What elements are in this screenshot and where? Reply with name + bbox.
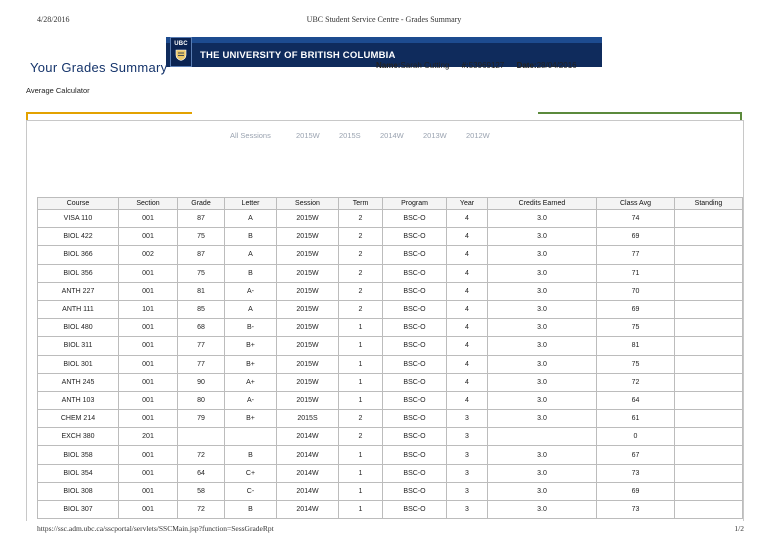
cell-term: 1 — [339, 501, 383, 519]
cell-standing — [675, 428, 743, 446]
cell-credits-earned: 3.0 — [488, 282, 597, 300]
cell-term: 2 — [339, 264, 383, 282]
cell-grade: 75 — [178, 228, 225, 246]
student-number-label: #: — [461, 61, 469, 70]
cell-class-avg: 0 — [597, 428, 675, 446]
cell-class-avg: 77 — [597, 246, 675, 264]
cell-section: 001 — [119, 446, 178, 464]
tab-2015s[interactable]: 2015S — [339, 131, 361, 140]
cell-credits-earned: 3.0 — [488, 228, 597, 246]
cell-class-avg: 71 — [597, 264, 675, 282]
column-header-credits-earned[interactable]: Credits Earned — [488, 198, 597, 210]
table-row — [38, 337, 743, 355]
cell-credits-earned: 3.0 — [488, 482, 597, 500]
table-row — [38, 428, 743, 446]
cell-credits-earned: 3.0 — [488, 410, 597, 428]
cell-section: 101 — [119, 300, 178, 318]
cell-session: 2015W — [277, 373, 339, 391]
student-info — [376, 61, 577, 70]
table-row — [38, 446, 743, 464]
grades-table — [37, 197, 743, 519]
cell-program: BSC-O — [383, 210, 447, 228]
cell-year: 3 — [447, 410, 488, 428]
cell-grade: 87 — [178, 210, 225, 228]
date-label: Date: — [516, 61, 537, 70]
cell-course: BIOL 356 — [38, 264, 119, 282]
cell-credits-earned: 3.0 — [488, 446, 597, 464]
cell-term: 2 — [339, 210, 383, 228]
column-header-term[interactable]: Term — [339, 198, 383, 210]
print-date: 4/28/2016 — [37, 15, 70, 24]
cell-term: 1 — [339, 319, 383, 337]
cell-year: 4 — [447, 246, 488, 264]
cell-session: 2015W — [277, 355, 339, 373]
cell-session: 2014W — [277, 428, 339, 446]
cell-standing — [675, 264, 743, 282]
cell-class-avg: 75 — [597, 355, 675, 373]
report-date: 28/04/2016 — [536, 61, 577, 70]
cell-section: 001 — [119, 391, 178, 409]
cell-standing — [675, 228, 743, 246]
cell-year: 4 — [447, 355, 488, 373]
cell-grade: 68 — [178, 319, 225, 337]
cell-standing — [675, 373, 743, 391]
cell-standing — [675, 282, 743, 300]
column-header-standing[interactable]: Standing — [675, 198, 743, 210]
column-header-program[interactable]: Program — [383, 198, 447, 210]
cell-class-avg: 69 — [597, 300, 675, 318]
cell-year: 4 — [447, 210, 488, 228]
cell-credits-earned: 3.0 — [488, 391, 597, 409]
cell-letter: A- — [225, 391, 277, 409]
cell-program: BSC-O — [383, 428, 447, 446]
grades-table-body — [38, 210, 743, 519]
cell-class-avg: 69 — [597, 228, 675, 246]
cell-standing — [675, 410, 743, 428]
cell-letter: C+ — [225, 464, 277, 482]
ubc-logo[interactable] — [170, 37, 192, 67]
column-header-grade[interactable]: Grade — [178, 198, 225, 210]
cell-credits-earned: 3.0 — [488, 501, 597, 519]
cell-section: 001 — [119, 464, 178, 482]
cell-grade: 77 — [178, 355, 225, 373]
cell-year: 4 — [447, 319, 488, 337]
cell-program: BSC-O — [383, 391, 447, 409]
cell-class-avg: 70 — [597, 282, 675, 300]
cell-program: BSC-O — [383, 355, 447, 373]
cell-credits-earned: 3.0 — [488, 264, 597, 282]
cell-course: BIOL 308 — [38, 482, 119, 500]
cell-class-avg: 73 — [597, 501, 675, 519]
cell-year: 4 — [447, 228, 488, 246]
cell-section: 001 — [119, 482, 178, 500]
cell-credits-earned: 3.0 — [488, 337, 597, 355]
print-header — [0, 0, 768, 24]
page-title: Your Grades Summary — [30, 60, 168, 75]
cell-session: 2014W — [277, 446, 339, 464]
table-row — [38, 319, 743, 337]
cell-class-avg: 75 — [597, 319, 675, 337]
cell-course: BIOL 354 — [38, 464, 119, 482]
cell-course: ANTH 103 — [38, 391, 119, 409]
cell-term: 1 — [339, 391, 383, 409]
table-row — [38, 210, 743, 228]
cell-session: 2015W — [277, 246, 339, 264]
cell-program: BSC-O — [383, 501, 447, 519]
cell-program: BSC-O — [383, 264, 447, 282]
cell-standing — [675, 501, 743, 519]
cell-course: BIOL 301 — [38, 355, 119, 373]
cell-grade: 85 — [178, 300, 225, 318]
cell-grade: 80 — [178, 391, 225, 409]
cell-year: 4 — [447, 282, 488, 300]
tab-all-sessions[interactable]: All Sessions — [230, 131, 271, 140]
cell-course: BIOL 307 — [38, 501, 119, 519]
cell-section: 001 — [119, 319, 178, 337]
cell-section: 001 — [119, 410, 178, 428]
page-number: 1/2 — [734, 524, 744, 533]
column-header-session[interactable]: Session — [277, 198, 339, 210]
cell-standing — [675, 446, 743, 464]
cell-grade: 87 — [178, 246, 225, 264]
cell-standing — [675, 337, 743, 355]
table-row — [38, 391, 743, 409]
cell-year: 4 — [447, 373, 488, 391]
table-row — [38, 501, 743, 519]
cell-standing — [675, 355, 743, 373]
cell-class-avg: 74 — [597, 210, 675, 228]
cell-standing — [675, 319, 743, 337]
cell-credits-earned: 3.0 — [488, 300, 597, 318]
cell-year: 4 — [447, 264, 488, 282]
cell-grade: 72 — [178, 446, 225, 464]
cell-grade: 90 — [178, 373, 225, 391]
cell-program: BSC-O — [383, 246, 447, 264]
table-row — [38, 246, 743, 264]
cell-term: 2 — [339, 246, 383, 264]
table-row — [38, 264, 743, 282]
cell-letter: B — [225, 446, 277, 464]
cell-standing — [675, 391, 743, 409]
cell-program: BSC-O — [383, 319, 447, 337]
table-header-row — [38, 198, 743, 210]
cell-course: BIOL 480 — [38, 319, 119, 337]
cell-letter: B+ — [225, 337, 277, 355]
tab-2014w[interactable]: 2014W — [380, 131, 404, 140]
cell-class-avg: 73 — [597, 464, 675, 482]
cell-letter: C- — [225, 482, 277, 500]
cell-grade: 75 — [178, 264, 225, 282]
cell-session: 2015W — [277, 210, 339, 228]
cell-term: 1 — [339, 337, 383, 355]
table-row — [38, 228, 743, 246]
cell-course: BIOL 358 — [38, 446, 119, 464]
cell-term: 2 — [339, 410, 383, 428]
cell-session: 2014W — [277, 482, 339, 500]
cell-course: CHEM 214 — [38, 410, 119, 428]
cell-letter: B — [225, 501, 277, 519]
table-row — [38, 282, 743, 300]
banner-stripe — [166, 37, 602, 43]
cell-session: 2015W — [277, 391, 339, 409]
cell-letter: B- — [225, 319, 277, 337]
cell-section: 001 — [119, 373, 178, 391]
cell-grade: 77 — [178, 337, 225, 355]
cell-grade: 81 — [178, 282, 225, 300]
cell-year: 3 — [447, 482, 488, 500]
cell-section: 001 — [119, 264, 178, 282]
cell-section: 001 — [119, 210, 178, 228]
cell-class-avg: 69 — [597, 482, 675, 500]
cell-section: 002 — [119, 246, 178, 264]
cell-term: 2 — [339, 300, 383, 318]
cell-class-avg: 61 — [597, 410, 675, 428]
tab-2012w[interactable]: 2012W — [466, 131, 490, 140]
cell-course: EXCH 380 — [38, 428, 119, 446]
cell-grade: 64 — [178, 464, 225, 482]
cell-program: BSC-O — [383, 300, 447, 318]
cell-year: 3 — [447, 446, 488, 464]
cell-credits-earned: 3.0 — [488, 246, 597, 264]
cell-program: BSC-O — [383, 228, 447, 246]
cell-year: 3 — [447, 501, 488, 519]
average-calculator-link[interactable]: Average Calculator — [26, 86, 90, 95]
cell-credits-earned — [488, 428, 597, 446]
column-header-section[interactable]: Section — [119, 198, 178, 210]
column-header-course[interactable]: Course — [38, 198, 119, 210]
cell-grade — [178, 428, 225, 446]
cell-program: BSC-O — [383, 464, 447, 482]
print-footer — [0, 521, 768, 544]
cell-section: 001 — [119, 501, 178, 519]
cell-course: BIOL 311 — [38, 337, 119, 355]
cell-letter: B — [225, 228, 277, 246]
cell-credits-earned: 3.0 — [488, 319, 597, 337]
cell-session: 2015W — [277, 319, 339, 337]
cell-letter: B+ — [225, 410, 277, 428]
cell-course: ANTH 227 — [38, 282, 119, 300]
university-name: THE UNIVERSITY OF BRITISH COLUMBIA — [200, 50, 396, 61]
name-label: Name: — [376, 61, 401, 70]
cell-section: 001 — [119, 228, 178, 246]
cell-program: BSC-O — [383, 410, 447, 428]
cell-grade: 79 — [178, 410, 225, 428]
table-row — [38, 410, 743, 428]
ubc-logo-text: UBC — [174, 41, 188, 47]
cell-term: 1 — [339, 446, 383, 464]
cell-term: 1 — [339, 355, 383, 373]
cell-standing — [675, 482, 743, 500]
print-url: https://ssc.adm.ubc.ca/sscportal/servlets/SSCMain.jsp?function=SessGradeRpt — [37, 524, 274, 533]
cell-session: 2015W — [277, 300, 339, 318]
cell-program: BSC-O — [383, 373, 447, 391]
cell-term: 2 — [339, 228, 383, 246]
cell-course: ANTH 111 — [38, 300, 119, 318]
student-name: Sarah Cutting — [400, 61, 450, 70]
cell-year: 4 — [447, 337, 488, 355]
cell-class-avg: 64 — [597, 391, 675, 409]
cell-class-avg: 67 — [597, 446, 675, 464]
student-number: 53969127 — [468, 61, 505, 70]
cell-session: 2015W — [277, 264, 339, 282]
cell-grade: 72 — [178, 501, 225, 519]
cell-standing — [675, 246, 743, 264]
tab-2015w[interactable]: 2015W — [296, 131, 320, 140]
cell-term: 1 — [339, 373, 383, 391]
cell-standing — [675, 300, 743, 318]
cell-section: 001 — [119, 355, 178, 373]
cell-year: 3 — [447, 464, 488, 482]
cell-letter: B+ — [225, 355, 277, 373]
cell-class-avg: 72 — [597, 373, 675, 391]
table-row — [38, 464, 743, 482]
cell-grade: 58 — [178, 482, 225, 500]
cell-program: BSC-O — [383, 282, 447, 300]
cell-session: 2015S — [277, 410, 339, 428]
cell-course: VISA 110 — [38, 210, 119, 228]
cell-credits-earned: 3.0 — [488, 210, 597, 228]
column-header-class-avg[interactable]: Class Avg — [597, 198, 675, 210]
cell-session: 2015W — [277, 228, 339, 246]
cell-credits-earned: 3.0 — [488, 373, 597, 391]
cell-credits-earned: 3.0 — [488, 464, 597, 482]
cell-year: 4 — [447, 300, 488, 318]
print-title: UBC Student Service Centre - Grades Summary — [306, 15, 462, 24]
cell-credits-earned: 3.0 — [488, 355, 597, 373]
cell-course: ANTH 245 — [38, 373, 119, 391]
cell-year: 4 — [447, 391, 488, 409]
column-header-letter[interactable]: Letter — [225, 198, 277, 210]
cell-session: 2015W — [277, 337, 339, 355]
table-row — [38, 373, 743, 391]
cell-class-avg: 81 — [597, 337, 675, 355]
table-row — [38, 355, 743, 373]
cell-session: 2015W — [277, 282, 339, 300]
cell-letter: A — [225, 210, 277, 228]
cell-program: BSC-O — [383, 337, 447, 355]
cell-session: 2014W — [277, 501, 339, 519]
cell-standing — [675, 210, 743, 228]
cell-letter: A- — [225, 282, 277, 300]
cell-year: 3 — [447, 428, 488, 446]
cell-term: 1 — [339, 464, 383, 482]
cell-session: 2014W — [277, 464, 339, 482]
cell-term: 2 — [339, 282, 383, 300]
cell-letter: A — [225, 300, 277, 318]
table-row — [38, 482, 743, 500]
cell-letter: A+ — [225, 373, 277, 391]
cell-course: BIOL 366 — [38, 246, 119, 264]
crest-icon — [175, 49, 187, 61]
cell-term: 1 — [339, 482, 383, 500]
cell-term: 2 — [339, 428, 383, 446]
cell-letter: B — [225, 264, 277, 282]
cell-program: BSC-O — [383, 482, 447, 500]
cell-letter — [225, 428, 277, 446]
cell-course: BIOL 422 — [38, 228, 119, 246]
column-header-year[interactable]: Year — [447, 198, 488, 210]
tab-2013w[interactable]: 2013W — [423, 131, 447, 140]
cell-program: BSC-O — [383, 446, 447, 464]
cell-letter: A — [225, 246, 277, 264]
cell-section: 001 — [119, 337, 178, 355]
table-row — [38, 300, 743, 318]
cell-standing — [675, 464, 743, 482]
cell-section: 001 — [119, 282, 178, 300]
cell-section: 201 — [119, 428, 178, 446]
